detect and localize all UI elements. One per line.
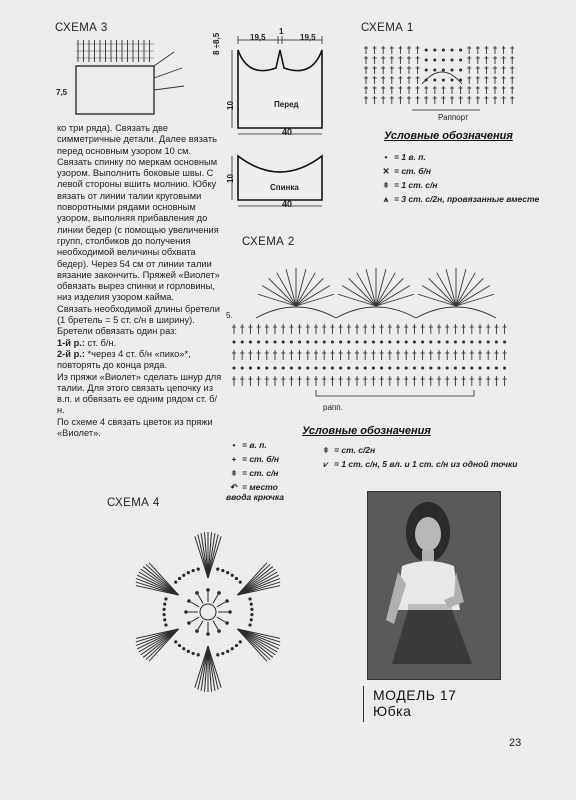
legend2-title: Условные обозначения [302,425,431,437]
schema2-side-mark: 5. [226,311,233,320]
legend2-item: ǂ = ст. с/2н [318,445,375,455]
dim-side-back: 10 [226,174,235,183]
dim-top-right: 19,5 [300,33,316,42]
model-photo-figure [368,492,500,679]
schema3-title: СХЕМА 3 [55,22,108,34]
model-photo [367,491,501,680]
width-front: 40 [282,127,293,137]
dot-icon: • [384,152,388,162]
legend1-title: Условные обозначения [384,130,513,142]
schema1-title: СХЕМА 1 [361,22,414,34]
x-mark-icon: ✕ [382,166,390,176]
schema4-flower-diagram [118,512,298,702]
treble-crochet-icon: ǂ [323,445,329,455]
label-back: Спинка [270,183,299,192]
caption-divider [363,686,364,722]
dim-side-front: 10 [226,101,235,110]
schema2-repeat: рапп. [323,403,343,412]
cluster-icon: ⩚ [383,194,389,204]
legend1-item: ǂ = 1 ст. с/н [378,180,438,190]
schema3-diagram [56,38,196,120]
arrow-icon: ↶ [230,482,238,492]
schema1-diagram [362,40,522,120]
dim-vertical: 8 ÷8,5 [212,32,221,55]
instr-p3: Связать необходимой длины бретели (1 бретель = 5 ст. с/н в ширину). Бретели обвязать один раз: [57,303,220,337]
instr-p4: Из пряжи «Виолет» сделать шнур для талии. Для этого связать цепочку из в.п. и обвязать ее одним рядом ст. б/н. [57,371,222,416]
legend1-item: ⩚ = 3 ст. с/2н, провязанные вместе [378,194,539,205]
legend2-item: ↶ = место ввода крючка [226,482,285,502]
legend2-item: ⩗ = 1 ст. с/н, 5 вл. и 1 ст. с/н из одной точки [318,459,518,470]
double-crochet-icon: ǂ [383,180,389,190]
legend2-item: • = в. п. [226,440,267,450]
picot-icon: ⩗ [323,459,329,469]
model-subtitle: Юбка [373,703,412,719]
double-crochet-icon: ǂ [231,468,237,478]
dim-top-mid: 1 [279,27,284,36]
instructions-text [57,123,223,439]
instr-p1: ко три ряда). Связать две симметричные детали. Далее вязать перед основным узором 10 см. [57,123,217,156]
dot-icon: • [232,440,236,450]
dim-top-left: 19,5 [250,33,266,42]
model-title: МОДЕЛЬ 17 [373,687,457,703]
schema2-diagram [226,246,516,416]
legend1-item: ✕ = ст. б/н [378,166,431,177]
schema4-title: СХЕМА 4 [107,497,160,509]
schema1-repeat: Раппорт [438,113,469,122]
instr-p2: Связать спинку по меркам основным узором. Выполнить боковые швы. С левой стороны вшить молнию. Юбку вязать от линии талии круговыми поворотными рядами основным узором, выполняя прибавления до линии бедер (с помощью увеличения групп, столбиков до получения необходимой величины обхвата бедер). Через 54 см от линии талии вязание закончить. Пряжей «Виолет» обвязать вырез спинки и горловины, низ изделия узором кайма. [57,156,220,303]
instr-p5: По схеме 4 связать цветок из пряжи «Виолет». [57,416,213,439]
legend2-item: ǂ = ст. с/н [226,468,278,478]
plus-icon: + [231,454,237,464]
legend1-item: • = 1 в. п. [378,152,426,162]
legend2-item: + = ст. б/н [226,454,279,464]
label-front: Перед [274,100,299,109]
schema2-title: СХЕМА 2 [242,236,295,248]
page-number: 23 [509,737,522,749]
width-back: 40 [282,199,293,209]
schema3-side-dim: 7,5 [56,88,68,97]
instr-row2: 2-й р.: *через 4 ст. б/н «пико»*, повторять до конца ряда. [57,348,191,371]
instr-row1: 1-й р.: ст. б/н. [57,337,117,348]
